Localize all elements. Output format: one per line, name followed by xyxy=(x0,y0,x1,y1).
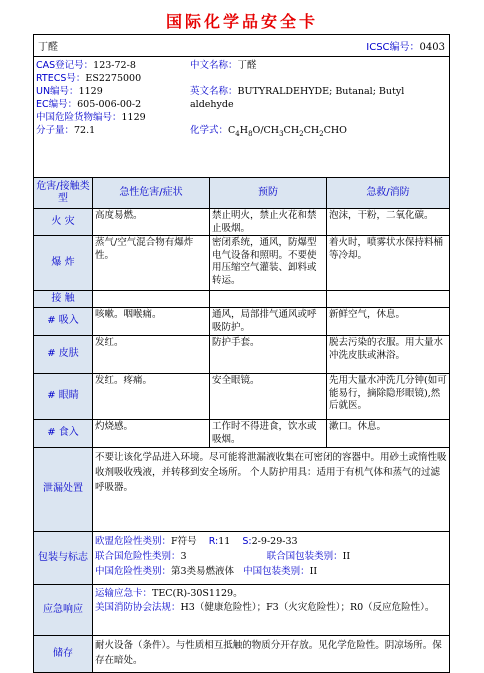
en-name: 英文名称：BUTYRALDEHYDE; Butanal; Butyl aldehyde xyxy=(190,86,405,110)
packaging-label: 包装与标志 xyxy=(34,532,93,584)
row-type-explosion: 爆 炸 xyxy=(34,236,93,290)
row-type-ingestion: # 食入 xyxy=(34,420,93,447)
row-type-exposure: 接 触 xyxy=(34,291,93,307)
storage-section xyxy=(34,636,449,672)
row-type-skin: # 皮肤 xyxy=(34,336,93,373)
card-title: 国际化学品安全卡 xyxy=(165,12,318,31)
table-row: # 吸入 咳嗽。咽喉痛。 通风，局部排气通风或呼吸防护。 新鲜空气，休息。 xyxy=(34,308,449,336)
table-row: 火 灾 高度易燃。 禁止明火，禁止火花和禁止吸烟。 泡沫，干粉，二氧化碳。 xyxy=(34,209,449,236)
header-prevention: 预防 xyxy=(210,178,327,208)
un-classification: 联合国危险性类别：3 联合国包装类别：II xyxy=(95,551,351,562)
nfpa-code: 美国消防协会法规：H3（健康危险性）；F3（火灾危险性）；R0（反应危险性）。 xyxy=(95,602,435,613)
table-row: 爆 炸 蒸气/空气混合物有爆炸性。 密闭系统，通风，防爆型电气设备和照明。不要使用压缩空气灌装、卸料或转运。 着火时，喷雾状水保持料桶等冷却。 xyxy=(34,236,449,291)
cn-classification: 中国危险性类别：第3类易燃液体 中国包装类别：II xyxy=(95,566,318,577)
cas-number: CAS登记号：123-72-8 xyxy=(36,60,136,71)
storage-label: 储存 xyxy=(34,636,93,672)
names-column xyxy=(188,57,449,177)
transport-card: 运输应急卡：TEC(R)-30S1129。 xyxy=(95,588,243,599)
table-header xyxy=(34,178,449,209)
row-type-fire: 火 灾 xyxy=(34,209,93,235)
spill-label: 泄漏处置 xyxy=(34,448,93,531)
emergency-section xyxy=(34,585,449,636)
rtecs-number: RTECS号：ES2275000 xyxy=(36,73,142,84)
spill-text: 不要让该化学品进入环境。尽可能将泄漏液收集在可密闭的容器中。用砂土或惰性吸收剂吸收残液，并转移到安全场所。 个人防护用具：适用于有机气体和蒸气的过滤呼吸器。 xyxy=(95,452,447,493)
header-hazard-type: 危害/接触类型 xyxy=(34,178,93,208)
safety-card xyxy=(33,34,450,673)
storage-text: 耐火设备（条件）。与性质相互抵触的物质分开存放。见化学危险性。阴凉场所。保存在暗处。 xyxy=(95,640,442,666)
ec-number: EC编号：605-006-00-2 xyxy=(36,99,142,110)
un-number: UN编号：1129 xyxy=(36,86,103,97)
row-type-eyes: # 眼睛 xyxy=(34,374,93,419)
packaging-details xyxy=(93,532,449,584)
table-row: # 眼睛 发红。疼痛。 安全眼镜。 先用大量水冲洗几分钟(如可能易行，摘除隐形眼镜),然后就医。 xyxy=(34,374,449,420)
cn-hazard-number: 中国危险货物编号：1129 xyxy=(36,112,146,123)
emergency-label: 应急响应 xyxy=(34,585,93,635)
table-row: # 食入 灼烧感。 工作时不得进食，饮水或吸烟。 漱口。休息。 xyxy=(34,420,449,448)
row-type-inhalation: # 吸入 xyxy=(34,308,93,335)
icsc-number: ICSC编号：0403 xyxy=(366,42,445,53)
spill-section xyxy=(34,448,449,532)
chemical-formula: 化学式：$C_4H_8O/CH_3CH_2CH_2CHO$ xyxy=(190,125,347,138)
packaging-section xyxy=(34,532,449,585)
identifiers-column xyxy=(34,57,188,177)
identification-block xyxy=(34,57,449,178)
molecular-weight: 分子量：72.1 xyxy=(36,125,96,136)
eu-classification: 欧盟危险性类别：F符号 R:11 S:2-9-29-33 xyxy=(95,536,298,547)
emergency-details xyxy=(93,585,449,635)
header-first-aid: 急救/消防 xyxy=(327,178,449,208)
table-row: # 皮肤 发红。 防护手套。 脱去污染的衣服。用大量水冲洗皮肤或淋浴。 xyxy=(34,336,449,374)
header-symptoms: 急性危害/症状 xyxy=(93,178,210,208)
cn-name: 中文名称：丁醛 xyxy=(190,60,257,71)
chemical-name: 丁醛 xyxy=(38,42,58,53)
name-row xyxy=(34,35,449,57)
table-row xyxy=(34,291,449,308)
